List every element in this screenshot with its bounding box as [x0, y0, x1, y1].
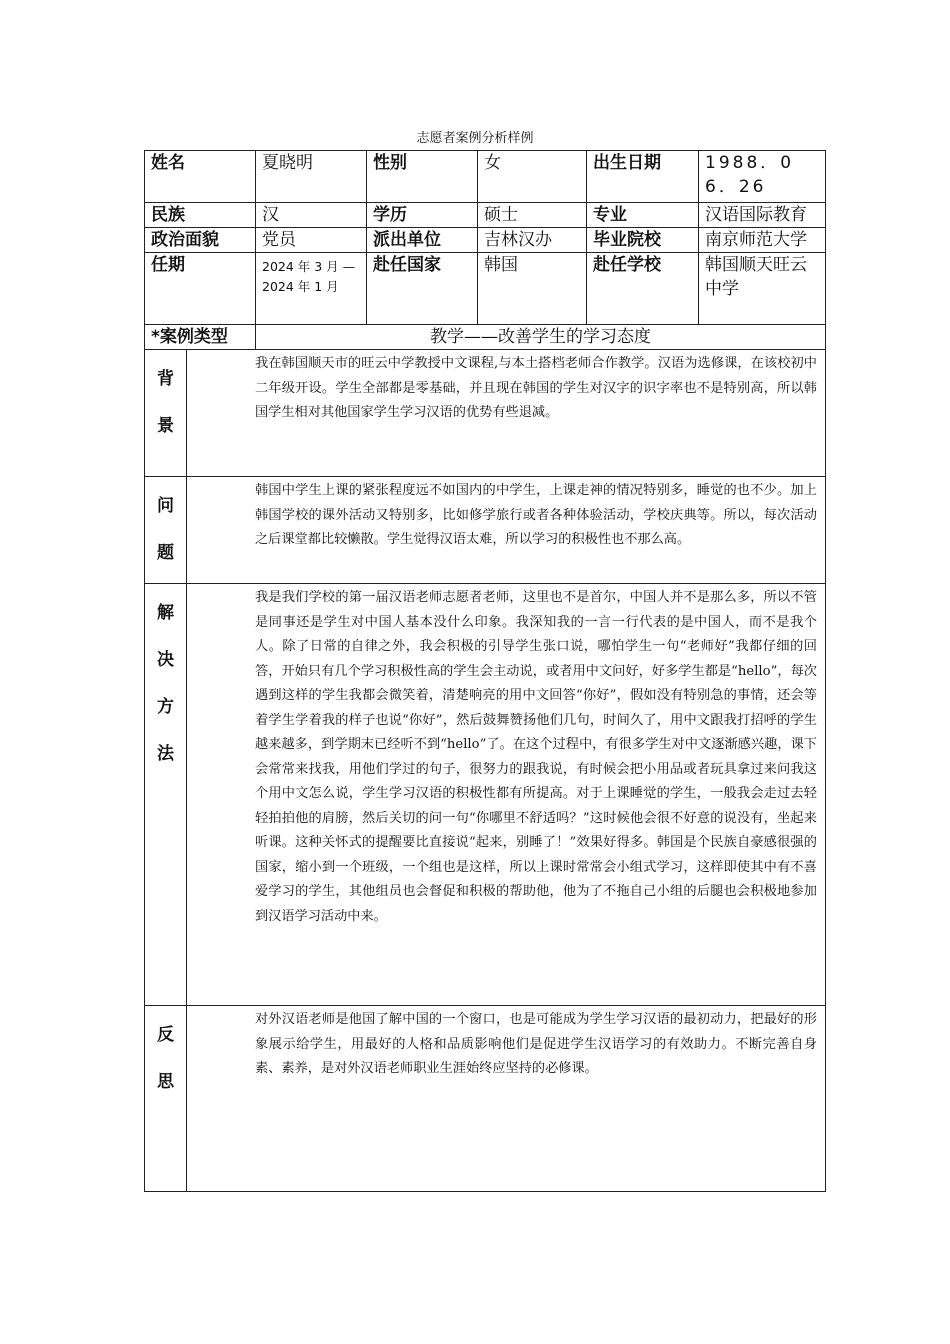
section-heading-problem: 问 题	[145, 477, 187, 584]
value-host-school: 韩国顺天旺云中学	[699, 253, 826, 325]
label-dispatch-unit: 派出单位	[367, 228, 478, 253]
value-birthdate: 1988．06．26	[699, 151, 826, 203]
value-term: 2024 年 3 月 — 2024 年 1 月	[256, 253, 367, 325]
label-host-school: 赴任学校	[587, 253, 699, 325]
section-background	[145, 350, 826, 477]
label-gender: 性别	[367, 151, 478, 203]
value-name: 夏晓明	[256, 151, 367, 203]
section-text-solution: 我是我们学校的第一届汉语老师志愿者老师，这里也不是首尔，中国人并不是那么多，所以不管是同事还是学生对中国人基本没什么印象。我深知我的一言一行代表的是中国人，而不是我个人。除了日常的自律之外，我会积极的引导学生张口说，哪怕学生一句“老师好”我都仔细的回答，开始只有几个学习积极性高的学生会主动说，或者用中文问好，好多学生都是“hello”，每次遇到这样的学生我都会微笑着，清楚响亮的用中文回答“你好”，假如没有特别急的事情，还会等着学生学着我的样子也说“你好”，然后鼓舞赞扬他们几句，时间久了，用中文跟我打招呼的学生越来越多，到学期末已经听不到“hello”了。在这个过程中，有很多学生对中文逐渐感兴趣，课下会常常来找我，用他们学过的句子，很努力的跟我说，有时候会把小用品或者玩具拿过来问我这个用中文怎么说，学生学习汉语的积极性都有所提高。对于上课睡觉的学生，一般我会走过去轻轻拍拍他的肩膀，然后关切的问一句“你哪里不舒适吗？”这时候他会很不好意的说没有，坐起来听课。这种关怀式的提醒要比直接说“起来，别睡了！”效果好得多。韩国是个民族自豪感很强的国家，缩小到一个班级，一个组也是这样，所以上课时常常会小组式学习，这样即使其中有不喜爱学习的学生，其他组员也会督促和积极的帮助他，他为了不拖自己小组的后腿也会积极地参加到汉语学习活动中来。	[187, 584, 826, 1006]
section-text-reflection: 对外汉语老师是他国了解中国的一个窗口，也是可能成为学生学习汉语的最初动力，把最好的形象展示给学生，用最好的人格和品质影响他们是促进学生汉语学习的有效助力。不断完善自身素、素养，是对外汉语老师职业生涯始终应坚持的必修课。	[187, 1006, 826, 1192]
section-reflection	[145, 1006, 826, 1192]
section-heading-solution: 解 决 方 法	[145, 584, 187, 1006]
section-text-background: 我在韩国顺天市的旺云中学教授中文课程,与本土搭档老师合作教学。汉语为选修课，在该校初中二年级开设。学生全部都是零基础，并且现在韩国的学生对汉字的识字率也不是特别高，所以韩国学生相对其他国家学生学习汉语的优势有些退减。	[187, 350, 826, 477]
value-major: 汉语国际教育	[699, 203, 826, 228]
value-dispatch-unit: 吉林汉办	[478, 228, 587, 253]
section-problem	[145, 477, 826, 584]
case-type-row	[145, 325, 826, 350]
value-ethnicity: 汉	[256, 203, 367, 228]
value-host-country: 韩国	[478, 253, 587, 325]
section-heading-background: 背 景	[145, 350, 187, 477]
section-heading-reflection: 反 思	[145, 1006, 187, 1192]
label-host-country: 赴任国家	[367, 253, 478, 325]
label-name: 姓名	[145, 151, 256, 203]
label-birthdate: 出生日期	[587, 151, 699, 203]
info-row-political	[145, 228, 826, 253]
label-major: 专业	[587, 203, 699, 228]
section-solution	[145, 584, 826, 1006]
value-case-type: 教学——改善学生的学习态度	[256, 325, 826, 350]
volunteer-case-table	[144, 150, 826, 1192]
label-term: 任期	[145, 253, 256, 325]
label-graduate-school: 毕业院校	[587, 228, 699, 253]
value-gender: 女	[478, 151, 587, 203]
section-text-problem: 韩国中学生上课的紧张程度远不如国内的中学生，上课走神的情况特别多，睡觉的也不少。加上韩国学校的课外活动又特别多，比如修学旅行或者各种体验活动，学校庆典等。所以，每次活动之后课堂都比较懒散。学生觉得汉语太难，所以学习的积极性也不那么高。	[187, 477, 826, 584]
info-row-name	[145, 151, 826, 203]
document-title: 志愿者案例分析样例	[416, 131, 534, 146]
label-education: 学历	[367, 203, 478, 228]
value-graduate-school: 南京师范大学	[699, 228, 826, 253]
label-case-type: *案例类型	[145, 325, 256, 350]
value-political-status: 党员	[256, 228, 367, 253]
value-education: 硕士	[478, 203, 587, 228]
label-political-status: 政治面貌	[145, 228, 256, 253]
info-row-ethnicity	[145, 203, 826, 228]
info-row-term	[145, 253, 826, 325]
label-ethnicity: 民族	[145, 203, 256, 228]
